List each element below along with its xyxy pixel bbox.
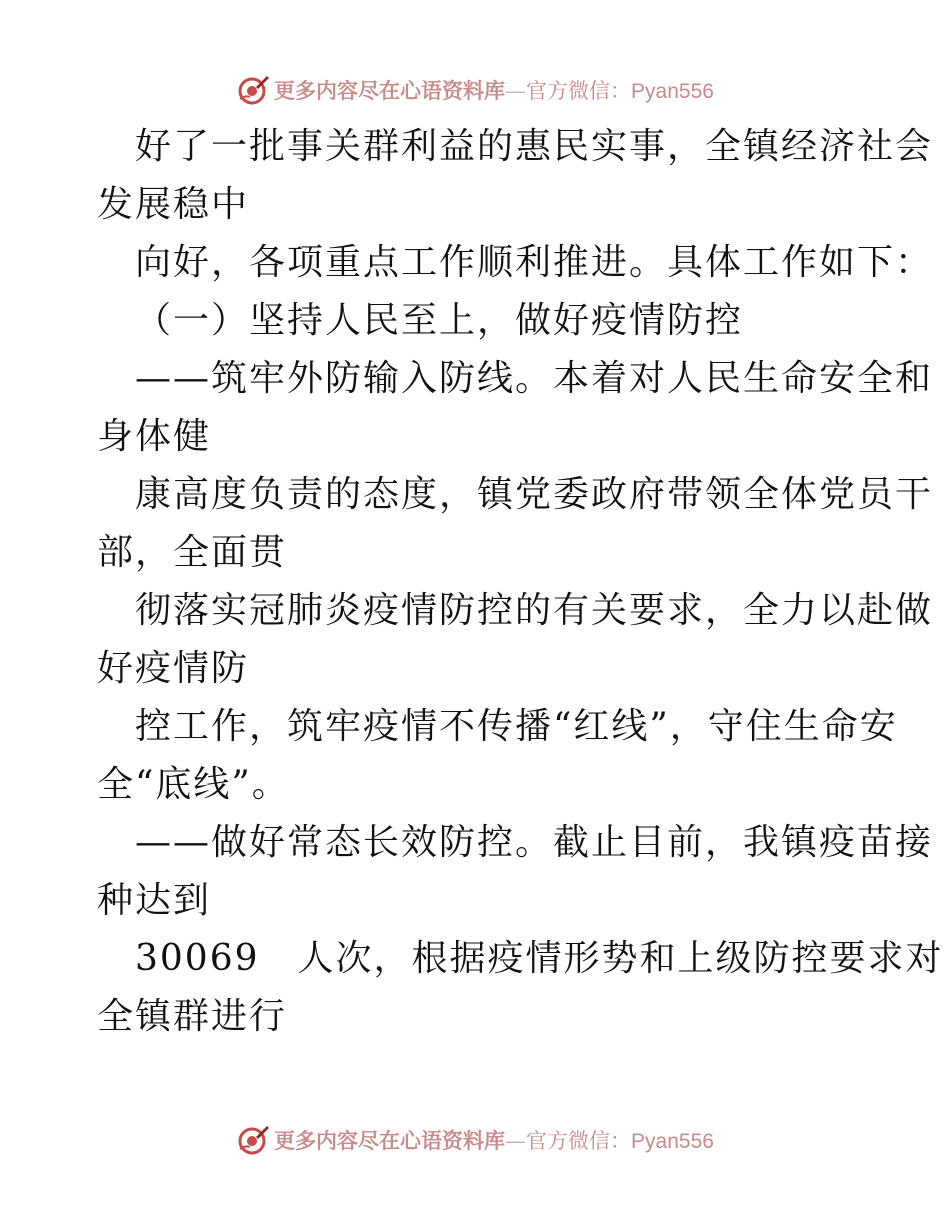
body-line: 控工作，筑牢疫情不传播“红线”，守住生命安 [135,706,898,747]
body-line: 好了一批事关群利益的惠民实事，全镇经济社会 [135,126,934,167]
body-line: 向好，各项重点工作顺利推进。具体工作如下： [135,242,934,283]
body-line: 全镇群进行 [97,996,288,1037]
header-banner [0,70,950,110]
body-line: 全“底线”。 [97,764,290,805]
footer-banner-title: 更多内容尽在心语资料库 [274,1128,506,1153]
footer-banner [0,1120,950,1160]
header-banner-text [274,75,714,105]
body-line: 身体健 [97,416,212,457]
body-line: 部，全面贯 [97,532,288,573]
body-line: ——做好常态长效防控。截止目前，我镇疫苗接 [135,822,934,863]
body-line: 种达到 [97,880,212,921]
footer-banner-text [274,1125,714,1155]
body-line: ——筑牢外防输入防线。本着对人民生命安全和 [135,358,934,399]
header-banner-separator: — [505,79,527,103]
footer-banner-separator: — [505,1129,527,1153]
body-line: 发展稳中 [97,184,250,225]
header-banner-wechat-label: 官方微信： [526,79,632,103]
pen-logo-icon [236,1123,270,1157]
footer-banner-wechat-id: Pyan556 [631,1130,714,1153]
header-banner-wechat-id: Pyan556 [631,80,714,103]
body-line: 彻落实冠肺炎疫情防控的有关要求，全力以赴做 [135,590,934,631]
body-line: 好疫情防 [97,648,250,689]
document-body [97,118,944,1046]
body-line: 康高度负责的态度，镇党委政府带领全体党员干 [135,474,934,515]
pen-logo-icon [236,73,270,107]
body-line: 30069 人次，根据疫情形势和上级防控要求对 [135,938,944,979]
section-heading: （一）坚持人民至上，做好疫情防控 [135,300,744,341]
footer-banner-wechat-label: 官方微信： [526,1129,632,1153]
header-banner-title: 更多内容尽在心语资料库 [274,78,506,103]
